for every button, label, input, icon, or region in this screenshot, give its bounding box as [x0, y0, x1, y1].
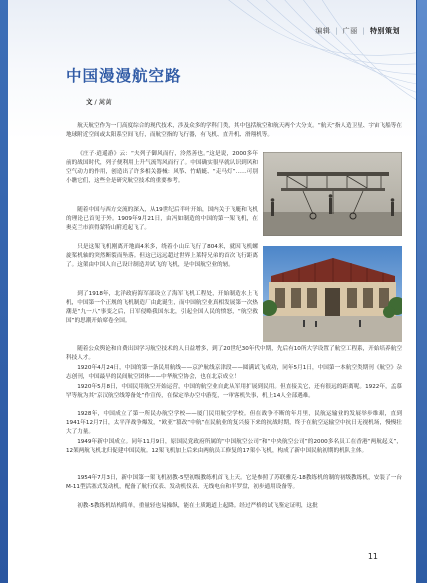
paragraph-10: 1949年新中国成立。同年11月9日，原国民党政府所属的“中国航空公司”和“中央航空公司”的2000多名员工在香港“两航起义”，12架两航飞机北归促建中国民航。12架飞机加上后来由两航员工修复的17架小飞机，构成了新中国民航初期的机队主体。 [66, 439, 402, 455]
page-header [315, 26, 400, 36]
paragraph-7: 1920年4月24日，中国的第一条民用航线——京沪航线京津段——圆满试飞成功，同年5月1日，中国第一本航空类期刊《航空》杂志创刊，中国最早的民间航空团体——中华航空协会，也在北京成立！ [66, 365, 402, 381]
header-separator: | [335, 27, 338, 35]
historic-airplane-photo [263, 152, 402, 236]
paragraph-2: 《庄子·逍遥游》云：“夫列子御风而行，泠然善也。”这是说，2000多年前的战国时代，列子便利用上升气流驾风而行了。中国确实很早就认识到风和空气动力的作用，创造出了许多相关器械：风筝、竹蜻蜓、“走马灯”……可别小瞧它们，这些全是研究航空技术的重要参考。 [66, 151, 258, 185]
paragraph-3: 随着中国与西方交流的深入，从19世纪后半叶开始，国内关于飞艇和飞机的理论已首见于外。1909年9月21日，由冯如制造的中国的第一架飞机，在奥克兰市滨得蒙特山附近起飞了。 [66, 207, 258, 232]
header-separator-2: | [362, 27, 366, 35]
author-prefix: 文 [86, 98, 93, 106]
author-name: 蓠蓠 [98, 98, 112, 106]
paragraph-4: 只是这架飞机刚离开地面4米多，绕着小山丘飞行了804米，就因飞机螺旋桨机轴的突然断裂而坠落。但这已远远超过世界上莱特兄弟的首次飞行距离了。这架由中国人自己设计制造并试飞的飞机，是中国航空业的轫。 [66, 244, 258, 269]
page-number: 11 [367, 552, 378, 561]
paragraph-9: 1928年，中国成立了第一所民办航空学校——厦门民用航空学校。但在战争不断的年月里，民航运输业的发展举步维艰，直到1941年12月7日，太平洋战争爆发，“欧亚”篡改“中航”在民航业的复兴接下来的抗战时期，终于在航空运输空中抗日无视机场，慢慢壮大了力量。 [66, 411, 402, 436]
decorative-swirl [176, 0, 416, 120]
header-editor: 广丽 [342, 27, 358, 35]
paragraph-12: 初教-5教练机结构简单，重量轻也易操纵，能在土质跑道上起降。经过严格的试飞鉴定证明，这批 [77, 503, 318, 509]
paragraph-6: 随着公众舆论和自费出国学习航空技术的人日益增多，到了20世纪30年代中期，先后有10所大学设置了航空工程系，开始培养航空科技人才。 [66, 346, 402, 362]
magazine-page [8, 0, 416, 583]
header-section: 编辑 [315, 27, 331, 35]
aviation-museum-building-photo [263, 246, 402, 342]
paragraph-5: 到了1918年，北洋政府海军部设立了海军飞机工程处，开始制造水上飞机，中国第一个正规的飞机制造厂由此诞生，而中国航空业真相发展第一次热潮是“九一八”事变之后，日军侵略我国东北，引起全国人民的愤怒，“航空救国”的思潮开始席卷全国。 [66, 291, 258, 325]
article-author: 文 / 蓠蓠 [86, 98, 112, 106]
paragraph-1: 航天航空作为一门高度综合的现代技术，涉及众多的学科门类，其中包括航空和航天两个大分支。“航天”指人造卫星、宇宙飞船等在地球附近空间或太阳系空间飞行，而航空指的飞行器，有飞机、直升机、滑翔机等。 [66, 123, 402, 139]
header-column: 特别策划 [370, 27, 400, 35]
paragraph-8: 1920年5月8日，中国民用航空开始运营，中国的航空业自此从军用扩展到民用。但直接关它，还有很远的距离呢。1922年，孟慕罕等航为其“京汉航空线筹备处”作宣传，在保定举办空中游览，一审客机失事，机上14人全部遇难。 [66, 384, 402, 400]
article-title: 中国漫漫航空路 [66, 67, 182, 85]
right-border [417, 0, 427, 583]
paragraph-11: 1954年7月3日，新中国第一架飞机初教-5型初级教练机首飞上天。它是参照了苏联雅克-18教练机的制的初级教练机，安装了一台M-11型活塞式发动机，配备了航行仪表、发动机仪表、无线电台和半罗盘，初步通用设备等。 [66, 475, 402, 491]
